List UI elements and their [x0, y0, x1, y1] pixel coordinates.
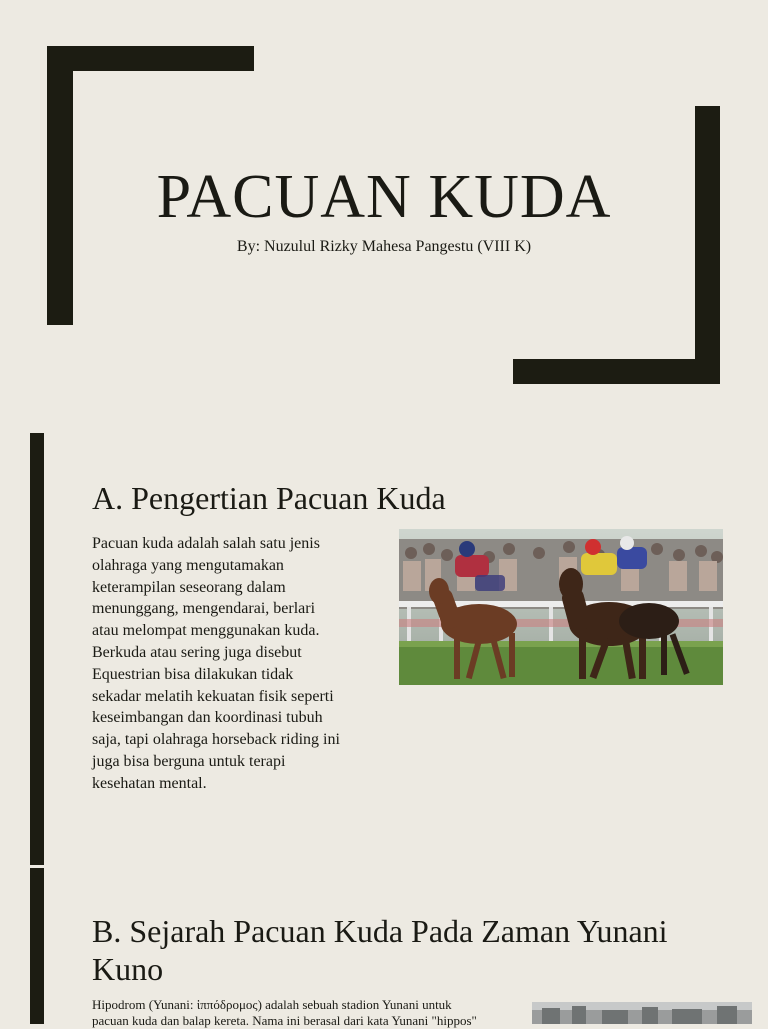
section-heading-b: B. Sejarah Pacuan Kuda Pada Zaman Yunani Kuno: [92, 913, 668, 987]
slide-byline: By: Nuzulul Rizky Mahesa Pangestu (VIII K): [236, 238, 532, 255]
horse-racing-photo: [399, 529, 723, 685]
section-heading-a: A. Pengertian Pacuan Kuda: [92, 480, 446, 516]
slide-accent-rule: [30, 433, 44, 865]
frame-corner-top-left-horizontal: [47, 46, 254, 71]
slide-title: PACUAN KUDA: [156, 163, 612, 231]
section-body-a: Pacuan kuda adalah salah satu jenis olahraga yang mengutamakan keterampilan seseorang dalam menunggang, mengendarai, berlari atau melompat menggunakan kuda. Berkuda atau sering juga disebut Equestrian bisa dilakukan tidak sekadar melatih kekuatan fisik seperti keseimbangan dan koordinasi tubuh saja, tapi olahraga horseback riding ini juga bisa berguna untuk terapi kesehatan mental.: [92, 535, 340, 792]
hippodrome-photo: [532, 1002, 752, 1024]
slide-accent-rule-2: [30, 868, 44, 1024]
frame-corner-bottom-right-horizontal: [513, 359, 720, 384]
section-body-b: Hipodrom (Yunani: ἱππόδρομος) adalah sebuah stadion Yunani untuk pacuan kuda dan balap kereta. Nama ini berasal dari kata Yunani "hippos": [92, 997, 477, 1028]
